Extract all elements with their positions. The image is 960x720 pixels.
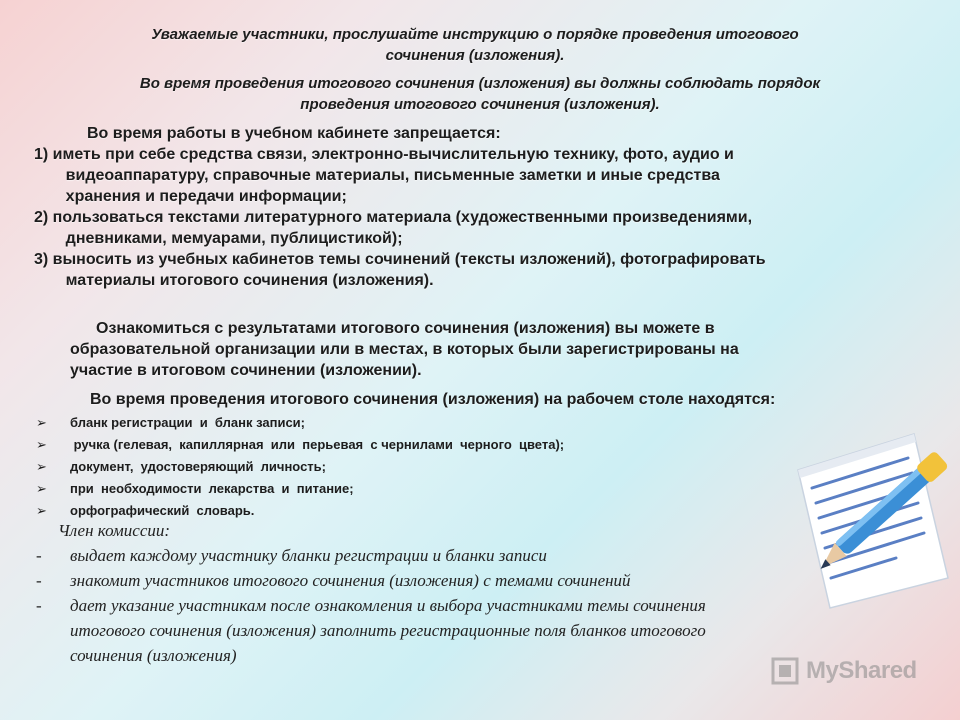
rule-text	[53, 249, 766, 291]
rule-item	[34, 249, 914, 291]
commission-item-text	[70, 543, 547, 568]
rule-text	[53, 207, 752, 249]
rule-text	[53, 144, 734, 207]
results-line-1: Ознакомиться с результатами итогового сочинения (изложения) вы можете в	[96, 320, 715, 337]
desk-list	[36, 412, 564, 522]
dash-bullet: -	[36, 571, 42, 590]
results-block	[70, 318, 870, 381]
desk-item-text: ручка (гелевая, капиллярная или перьевая с чернилами черного цвета);	[70, 437, 565, 452]
commission-item-text	[70, 568, 631, 593]
watermark-text: MyShared	[806, 657, 917, 684]
rule-number: 3)	[34, 251, 53, 268]
dash-bullet: -	[36, 546, 42, 565]
commission-item	[36, 568, 896, 593]
notepad-pen-illustration	[786, 400, 956, 610]
desk-item-text: при необходимости лекарства и питание;	[70, 481, 354, 496]
rules-block	[34, 123, 914, 291]
desk-title: Во время проведения итогового сочинения (изложения) на рабочем столе находятся:	[90, 391, 776, 408]
rule-text-line: дневниками, мемуарами, публицистикой);	[65, 230, 403, 247]
desk-item-text: орфографический словарь.	[70, 503, 255, 518]
arrow-bullet-icon: ➢	[36, 459, 47, 474]
rules-list	[34, 144, 914, 291]
myshared-watermark	[770, 656, 917, 686]
rule-item	[34, 144, 914, 207]
results-line-2: образовательной организации или в местах, в которых были зарегистрированы на	[70, 341, 739, 358]
commission-item-line: дает указание участникам после ознакомления и выбора участниками темы сочинения	[70, 596, 706, 615]
commission-item-line: сочинения (изложения)	[70, 646, 237, 665]
rules-title: Во время работы в учебном кабинете запрещается:	[87, 125, 501, 142]
desk-list-item	[36, 456, 564, 478]
results-line-3: участие в итоговом сочинении (изложении).	[70, 362, 422, 379]
commission-title: Член комиссии:	[58, 521, 171, 540]
commission-item-text	[70, 593, 706, 668]
rule-number: 1)	[34, 146, 53, 163]
desk-list-item	[36, 434, 564, 456]
arrow-bullet-icon: ➢	[36, 415, 47, 430]
rule-text-line: видеоаппаратуру, справочные материалы, письменные заметки и иные средства	[65, 167, 720, 184]
desk-list-item	[36, 412, 564, 434]
subheader-block	[40, 73, 920, 115]
dash-bullet: -	[36, 596, 42, 615]
rule-text-line: выносить из учебных кабинетов темы сочинений (тексты изложений), фотографировать	[52, 251, 766, 268]
arrow-bullet-icon: ➢	[36, 481, 47, 496]
commission-item-line: выдает каждому участнику бланки регистрации и бланки записи	[70, 546, 547, 565]
arrow-bullet-icon: ➢	[36, 503, 47, 518]
commission-item	[36, 543, 896, 568]
rule-item	[34, 207, 914, 249]
rule-text-line: хранения и передачи информации;	[65, 188, 347, 205]
rule-number: 2)	[34, 209, 53, 226]
commission-item	[36, 593, 896, 668]
rule-text-line: материалы итогового сочинения (изложения).	[65, 272, 434, 289]
arrow-bullet-icon: ➢	[36, 437, 47, 452]
subheader-line-2: проведения итогового сочинения (изложения).	[300, 96, 660, 113]
rule-text-line: пользоваться текстами литературного материала (художественными произведениями,	[52, 209, 753, 226]
myshared-logo-icon	[770, 656, 800, 686]
commission-item-line: итогового сочинения (изложения) заполнить регистрационные поля бланков итогового	[70, 621, 706, 640]
desk-item-text: документ, удостоверяющий личность;	[70, 459, 326, 474]
desk-list-item	[36, 478, 564, 500]
subheader-line-1: Во время проведения итогового сочинения (изложения) вы должны соблюдать порядок	[139, 75, 821, 92]
header-block	[40, 24, 910, 66]
commission-item-line: знакомит участников итогового сочинения (изложения) с темами сочинений	[70, 571, 631, 590]
commission-list	[36, 543, 896, 668]
rule-text-line: иметь при себе средства связи, электронно-вычислительную технику, фото, аудио и	[52, 146, 734, 163]
desk-item-text: бланк регистрации и бланк записи;	[70, 415, 306, 430]
header-line-1: Уважаемые участники, прослушайте инструкцию о порядке проведения итогового	[151, 26, 799, 43]
header-line-2: сочинения (изложения).	[385, 47, 565, 64]
